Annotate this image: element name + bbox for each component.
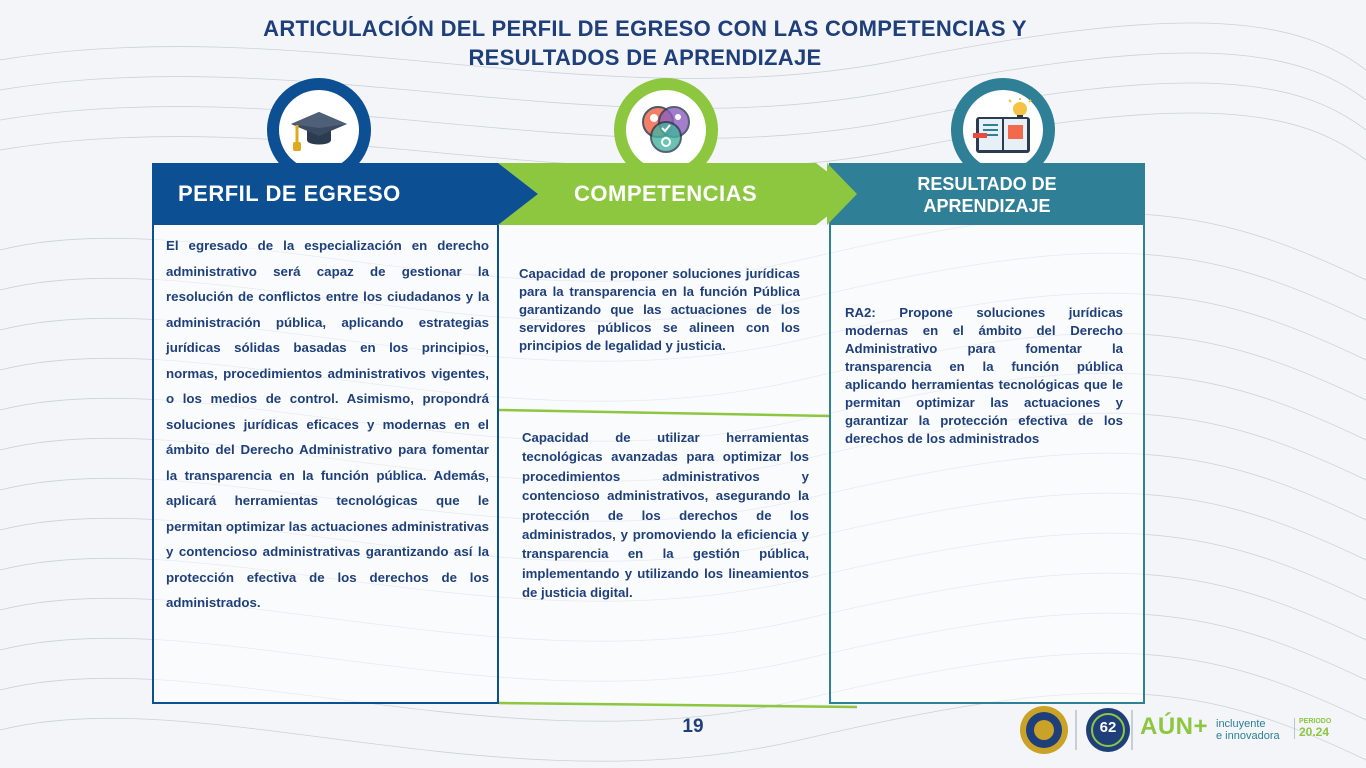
- university-seal-icon: [1020, 706, 1068, 754]
- resultado-column: [829, 225, 1145, 704]
- periodo-value: 20.24: [1299, 725, 1330, 739]
- competencia-item-1: Capacidad de proponer soluciones jurídicas para la transparencia en la función Pública garantizando que las actuaciones de los servidores públicos se alineen con los principios de legalidad y justicia.: [519, 266, 800, 353]
- slide-title-line1: ARTICULACIÓN DEL PERFIL DE EGRESO CON LAS COMPETENCIAS Y: [263, 16, 1027, 41]
- resultado-header-line1: RESULTADO DE: [917, 174, 1057, 194]
- perfil-header-arrow: [498, 163, 538, 225]
- page-number: 19: [682, 716, 704, 737]
- slogan-line1: incluyente: [1216, 718, 1266, 730]
- book-lightbulb-icon: [970, 97, 1036, 163]
- perfil-header-label: PERFIL DE EGRESO: [178, 181, 401, 206]
- venn-diagram-icon: [634, 98, 698, 162]
- competencias-header: [498, 163, 856, 225]
- anniversary-number: 62: [1099, 719, 1117, 736]
- graduation-cap-icon: [287, 98, 351, 162]
- resultado-header-line2: APRENDIZAJE: [923, 196, 1051, 216]
- slogan-line2: e innovadora: [1216, 730, 1280, 742]
- resultado-text: RA2: Propone soluciones jurídicas modernas en el ámbito del Derecho Administrativo para fomentar la transparencia en la función pública aplicando herramientas tecnológicas que le permitan optimizar las actuaciones y garantizar la protección efectiva de los derechos de los administrados: [845, 305, 1123, 446]
- resultado-header: [829, 163, 1145, 225]
- competencias-header-label: COMPETENCIAS: [574, 181, 758, 206]
- competencia-item-2: Capacidad de utilizar herramientas tecnológicas avanzadas para optimizar los procedimientos administrativos y contencioso administrativos, asegurando la protección de los derechos de los administrados, y promoviendo la eficiencia y transparencia en la gestión pública, implementando y utilizando los lineamientos de justicia digital.: [522, 430, 809, 601]
- periodo-badge: [1294, 718, 1331, 739]
- periodo-label: PERIODO: [1299, 718, 1332, 725]
- brand-logo: AÚN+: [1140, 713, 1209, 740]
- slide-title: [140, 14, 1150, 72]
- perfil-header: [152, 163, 498, 225]
- slide-title-line2: RESULTADOS DE APRENDIZAJE: [468, 45, 822, 70]
- perfil-text: El egresado de la especialización en derecho administrativo será capaz de gestionar la resolución de conflictos entre los ciudadanos y la administración pública, aplicando estrategias jurídicas sólidas basadas en los principios, normas, procedimientos administrativos vigentes, o los medios de control. Asimismo, propondrá soluciones jurídicas eficaces y modernas en el ámbito del Derecho Administrativo para fomentar la transparencia en la función pública. Además, aplicará herramientas tecnológicas que le permitan optimizar las actuaciones administrativas y contencioso administrativas garantizando así la protección efectiva de los derechos de los administrados.: [166, 238, 489, 610]
- resultado-header-notch: [827, 163, 857, 225]
- brand-slogan: [1216, 718, 1280, 742]
